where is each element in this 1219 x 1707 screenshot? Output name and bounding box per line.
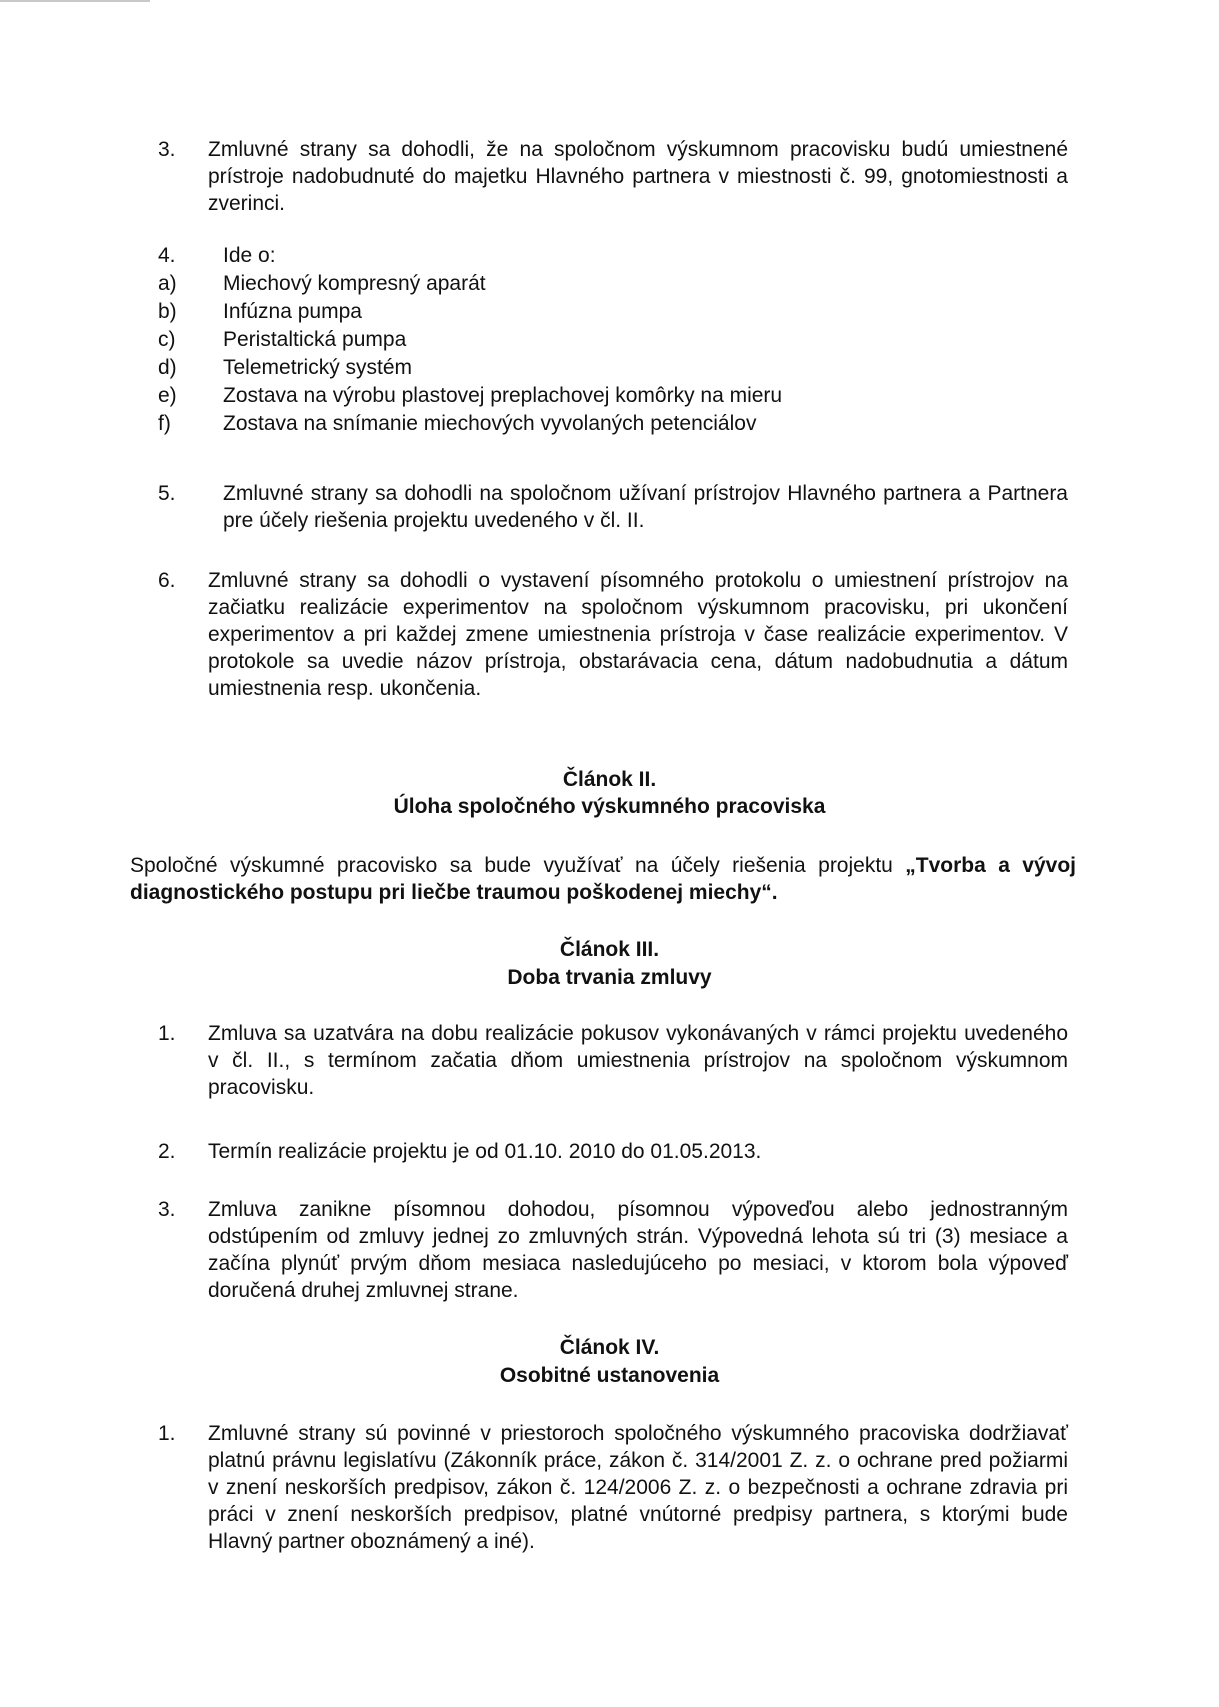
list-item-label: e) [158,384,177,407]
term-clause-3 [158,1196,1068,1304]
list-item [158,326,1058,354]
list-item-label: a) [158,272,177,295]
article-4-title: Osobitné ustanovenia [499,1364,720,1387]
list-item-text: Miechový kompresný aparát [223,272,486,295]
clause-number: 4. [158,244,176,267]
clause-number: 1. [158,1022,176,1045]
clause-6 [158,567,1068,702]
clause-text: Termín realizácie projektu je od 01.10. 2010 do 01.05.2013. [208,1140,762,1163]
article-3-title: Doba trvania zmluvy [507,966,712,989]
list-item [158,382,1058,410]
list-item [158,410,1058,438]
article-3-number: Článok III. [559,938,660,961]
term-clause-2 [158,1138,1068,1165]
article-2-paragraph [130,852,1076,906]
list-item [158,270,1058,298]
clause-5 [158,480,1068,534]
list-item-label: f) [158,412,171,435]
list-item-label: d) [158,356,177,379]
clause-number: 3. [158,138,176,161]
project-title: „Tvorba a vývoj diagnostického postupu pri liečbe traumou poškodenej miechy“. [130,854,1076,904]
clause-number: 3. [158,1198,176,1221]
clause-number: 5. [158,482,176,505]
list-intro-row [158,242,1058,270]
clause-3 [158,136,1068,217]
scan-edge-mark [0,0,150,2]
clause-text: Zmluvné strany sa dohodli o vystavení písomného protokolu o umiestnení prístrojov na začiatku realizácie experimentov na spoločnom výskumnom pracovisku, pri ukončení experimentov a pri každej zmene umiestnenia prístroja v čase realizácie experimentov. V protokole sa uvedie názov prístroja, obstarávacia cena, dátum nadobudnutia a dátum umiestnenia resp. ukončenia. [208,569,1068,700]
clause-text: Zmluvné strany sú povinné v priestoroch spoločného výskumného pracoviska dodržiavať platnú právnu legislatívu (Zákonník práce, zákon č. 314/2001 Z. z. o ochrane pred požiarmi v znení neskorších predpisov, zákon č. 124/2006 Z. z. o bezpečnosti a ochrane zdravia pri práci v znení neskorších predpisov, platné vnútorné predpisy partnera, s ktorými bude Hlavný partner oboznámený a iné). [208,1422,1068,1553]
list-item-label: c) [158,328,176,351]
clause-text: Zmluvné strany sa dohodli, že na spoločnom výskumnom pracovisku budú umiestnené prístroje nadobudnuté do majetku Hlavného partnera v miestnosti č. 99, gnotomiestnosti a zverinci. [208,138,1068,215]
list-item-text: Zostava na snímanie miechových vyvolaných petenciálov [223,412,757,435]
clause-text: Zmluva zanikne písomnou dohodou, písomnou výpoveďou alebo jednostranným odstúpením od zmluvy jednej zo zmluvných strán. Výpovedná lehota sú tri (3) mesiace a začína plynúť prvým dňom mesiaca nasledujúceho po mesiaci, v ktorom bola výpoveď doručená druhej zmluvnej strane. [208,1198,1068,1302]
list-item-label: b) [158,300,177,323]
clause-text: Zmluva sa uzatvára na dobu realizácie pokusov vykonávaných v rámci projektu uvedeného v čl. II., s termínom začatia dňom umiestnenia prístrojov na spoločnom výskumnom pracovisku. [208,1022,1068,1099]
special-clause-1 [158,1420,1068,1555]
list-item-text: Infúzna pumpa [223,300,362,323]
article-2-title: Úloha spoločného výskumného pracoviska [393,795,826,818]
list-item-text: Zostava na výrobu plastovej preplachovej komôrky na mieru [223,384,783,407]
list-item [158,354,1058,382]
list-item [158,298,1058,326]
clause-text: Zmluvné strany sa dohodli na spoločnom užívaní prístrojov Hlavného partnera a Partnera pre účely riešenia projektu uvedeného v čl. II. [223,482,1068,532]
clause-number: 2. [158,1140,176,1163]
clause-number: 6. [158,569,176,592]
article-2-number: Článok II. [562,768,657,791]
term-clause-1 [158,1020,1068,1101]
article-2-text: Spoločné výskumné pracovisko sa bude využívať na účely riešenia projektu [130,854,906,877]
equipment-list [158,242,1058,438]
list-intro: Ide o: [223,244,276,267]
article-4-number: Článok IV. [559,1336,660,1359]
list-item-text: Peristaltická pumpa [223,328,407,351]
clause-number: 1. [158,1422,176,1445]
list-item-text: Telemetrický systém [223,356,413,379]
